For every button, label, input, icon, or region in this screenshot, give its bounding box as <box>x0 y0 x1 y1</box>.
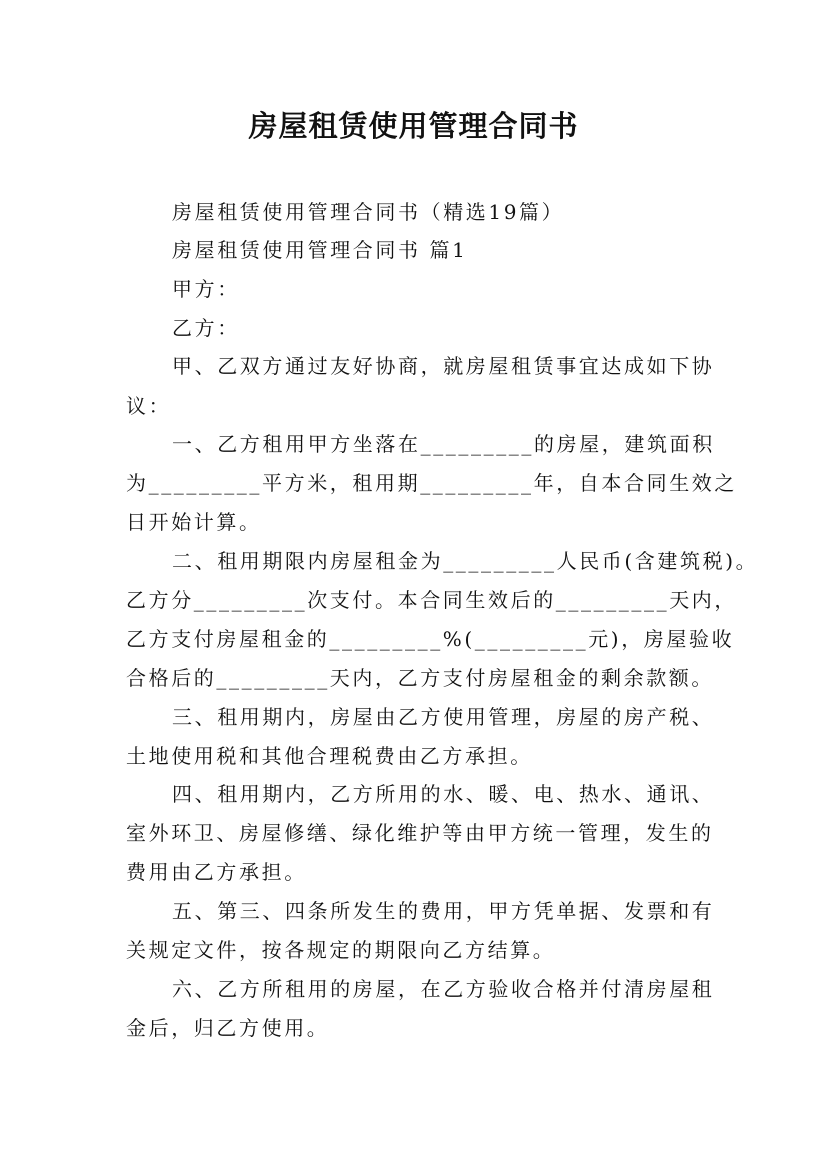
paragraph-line: 费用由乙方承担。 <box>126 860 307 884</box>
paragraph-line: 甲、乙双方通过友好协商，就房屋租赁事宜达成如下协 <box>172 354 715 378</box>
subtitle-line: 房屋租赁使用管理合同书（精选19篇） <box>172 200 565 224</box>
paragraph-line: 乙方支付房屋租金的_________%(_________元)，房屋验收 <box>126 627 735 651</box>
paragraph-line: 一、乙方租用甲方坐落在_________的房屋，建筑面积 <box>172 432 715 456</box>
paragraph-line: 土地使用税和其他合理税费由乙方承担。 <box>126 744 533 768</box>
paragraph-line: 为_________平方米，租用期_________年，自本合同生效之 <box>126 471 737 495</box>
paragraph-line: 二、租用期限内房屋租金为_________人民币(含建筑税)。 <box>172 549 759 573</box>
paragraph-line: 六、乙方所租用的房屋，在乙方验收合格并付清房屋租 <box>172 977 715 1001</box>
paragraph-line: 五、第三、四条所发生的费用，甲方凭单据、发票和有 <box>172 899 715 923</box>
paragraph-line: 日开始计算。 <box>126 510 262 534</box>
party-a-label: 甲方： <box>172 277 240 301</box>
paragraph-line: 金后，归乙方使用。 <box>126 1016 330 1040</box>
paragraph-line: 乙方分_________次支付。本合同生效后的_________天内， <box>126 588 737 612</box>
paragraph-line: 四、租用期内，乙方所用的水、暖、电、热水、通讯、 <box>172 782 715 806</box>
section-heading: 房屋租赁使用管理合同书 篇1 <box>172 238 468 262</box>
paragraph-line: 合格后的_________天内，乙方支付房屋租金的剩余款额。 <box>126 666 714 690</box>
paragraph-line: 室外环卫、房屋修缮、绿化维护等由甲方统一管理，发生的 <box>126 821 714 845</box>
document-title: 房屋租赁使用管理合同书 <box>248 109 579 143</box>
paragraph-line: 关规定文件，按各规定的期限向乙方结算。 <box>126 938 556 962</box>
party-b-label: 乙方： <box>172 316 240 340</box>
paragraph-line: 三、租用期内，房屋由乙方使用管理，房屋的房产税、 <box>172 705 715 729</box>
paragraph-line: 议： <box>126 394 172 418</box>
